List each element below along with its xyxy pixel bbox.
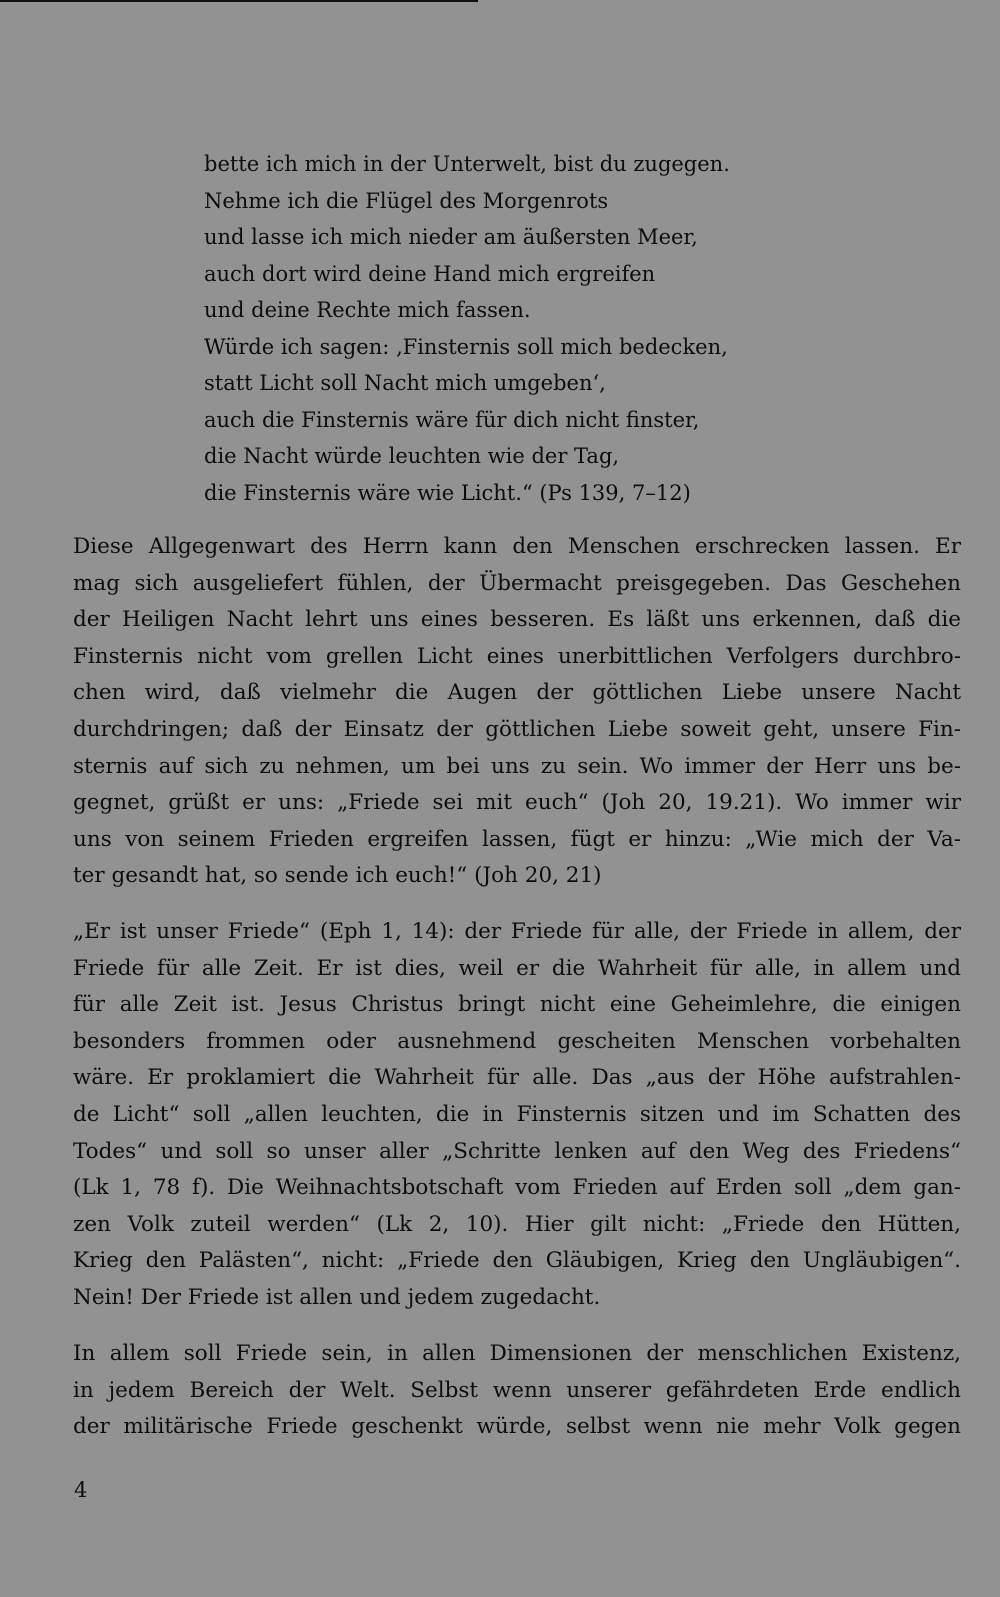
top-rule <box>0 0 478 2</box>
text-line: zen Volk zuteil werden“ (Lk 2, 10). Hier gilt nicht: „Friede den Hütten, <box>73 1211 961 1237</box>
text-line: gegnet, grüßt er uns: „Friede sei mit euch“ (Joh 20, 19.21). Wo immer wir <box>73 790 961 816</box>
text-line: Krieg den Palästen“, nicht: „Friede den Gläubigen, Krieg den Ungläubigen“. <box>73 1248 961 1274</box>
text-line: für alle Zeit ist. Jesus Christus bringt nicht eine Geheimlehre, die einigen <box>73 992 961 1018</box>
paragraph-1 <box>73 529 961 895</box>
verse-line: die Finsternis wäre wie Licht.“ (Ps 139, 7–12) <box>204 480 691 505</box>
text-line: de Licht“ soll „allen leuchten, die in Finsternis sitzen und im Schatten des <box>73 1101 961 1127</box>
verse-line: Würde ich sagen: ‚Finsternis soll mich bedecken, <box>204 334 728 359</box>
psalm-verse-block <box>204 146 824 511</box>
text-line: Diese Allgegenwart des Herrn kann den Menschen erschrecken lassen. Er <box>73 534 961 559</box>
verse-line: bette ich mich in der Unterwelt, bist du zugegen. <box>204 152 730 176</box>
text-line: Finsternis nicht vom grellen Licht eines unerbittlichen Verfolgers durchbro- <box>73 643 961 669</box>
page-number: 4 <box>74 1478 88 1502</box>
verse-line: und lasse ich mich nieder am äußersten Meer, <box>204 225 698 249</box>
text-line: chen wird, daß vielmehr die Augen der göttlichen Liebe unsere Nacht <box>73 680 961 706</box>
text-line: der Heiligen Nacht lehrt uns eines besseren. Es läßt uns erkennen, daß die <box>73 607 961 633</box>
text-line: der militärische Friede geschenkt würde, selbst wenn nie mehr Volk gegen <box>73 1414 961 1440</box>
verse-line: die Nacht würde leuchten wie der Tag, <box>204 444 620 468</box>
verse-line: statt Licht soll Nacht mich umgeben‘, <box>204 371 606 395</box>
text-line: Todes“ und soll so unser aller „Schritte lenken auf den Weg des Friedens“ <box>73 1138 961 1164</box>
text-line: wäre. Er proklamiert die Wahrheit für alle. Das „aus der Höhe aufstrahlen- <box>73 1065 961 1091</box>
text-line: (Lk 1, 78 f). Die Weihnachtsbotschaft vom Frieden auf Erden soll „dem gan- <box>73 1175 961 1201</box>
verse-line: auch dort wird deine Hand mich ergreifen <box>204 261 656 286</box>
verse-line: und deine Rechte mich fassen. <box>204 298 531 322</box>
text-line: in jedem Bereich der Welt. Selbst wenn unserer gefährdeten Erde endlich <box>73 1377 961 1403</box>
text-line: Nein! Der Friede ist allen und jedem zugedacht. <box>73 1284 601 1310</box>
text-line: sternis auf sich zu nehmen, um bei uns zu sein. Wo immer der Herr uns be- <box>73 753 961 779</box>
text-line: besonders frommen oder ausnehmend gescheiten Menschen vorbehalten <box>73 1028 961 1054</box>
paragraph-3 <box>73 1336 961 1446</box>
text-line: ter gesandt hat, so sende ich euch!“ (Joh 20, 21) <box>73 863 602 889</box>
paragraph-2 <box>73 914 961 1317</box>
verse-line: auch die Finsternis wäre für dich nicht finster, <box>204 407 700 432</box>
text-line: „Er ist unser Friede“ (Eph 1, 14): der Friede für alle, der Friede in allem, der <box>73 919 961 944</box>
text-line: Friede für alle Zeit. Er ist dies, weil er die Wahrheit für alle, in allem und <box>73 955 961 981</box>
text-line: In allem soll Friede sein, in allen Dimensionen der menschlichen Existenz, <box>73 1341 961 1366</box>
text-line: mag sich ausgeliefert fühlen, der Übermacht preisgegeben. Das Geschehen <box>73 570 961 596</box>
text-line: uns von seinem Frieden ergreifen lassen, fügt er hinzu: „Wie mich der Va- <box>73 826 961 852</box>
text-line: durchdringen; daß der Einsatz der göttlichen Liebe soweit geht, unsere Fin- <box>73 716 961 742</box>
verse-line: Nehme ich die Flügel des Morgenrots <box>204 188 609 213</box>
